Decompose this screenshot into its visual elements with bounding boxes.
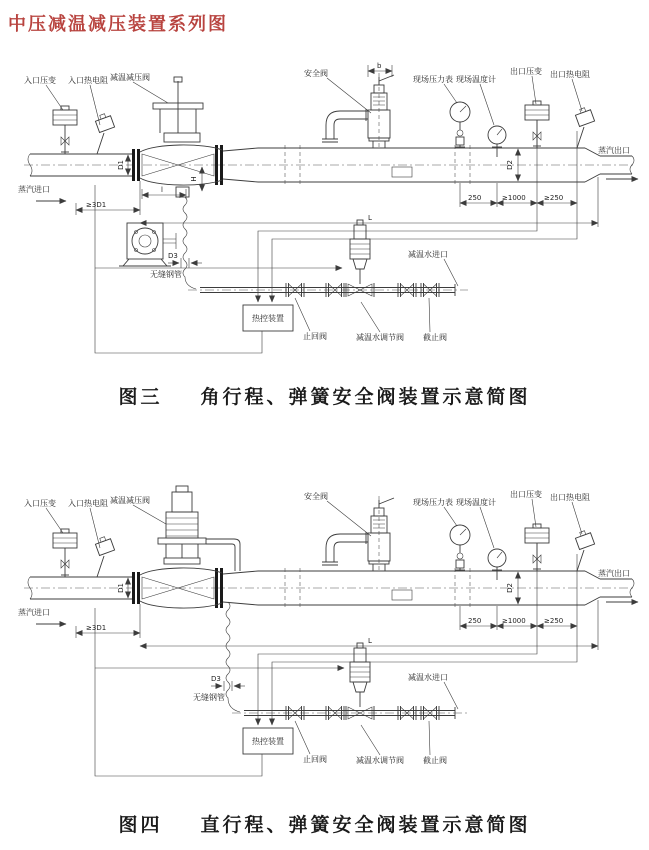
inlet-pressure-label: 入口压变 bbox=[24, 499, 56, 508]
steam-outlet-label: 蒸汽出口 bbox=[598, 569, 630, 578]
outlet-pressure-label: 出口压变 bbox=[510, 490, 542, 499]
water-inlet-label: 减温水进口 bbox=[408, 673, 448, 682]
dim-ge3d1: ≥3D1 bbox=[86, 624, 107, 632]
figure3-caption bbox=[0, 382, 649, 409]
figure4-title: 直行程、弹簧安全阀装置示意简图 bbox=[200, 815, 531, 836]
stop-valve-symbol bbox=[421, 283, 439, 297]
check-valve-symbol bbox=[286, 283, 304, 297]
check-valve-symbol bbox=[286, 706, 304, 720]
inlet-rtd bbox=[94, 112, 115, 154]
dim-d3: D3 bbox=[211, 675, 221, 683]
thermal-control-unit bbox=[243, 305, 293, 331]
steam-pipe bbox=[24, 568, 636, 608]
figure3-title: 角行程、弹簧安全阀装置示意简图 bbox=[200, 387, 531, 408]
seamless-pipe-label: 无缝钢管 bbox=[150, 270, 182, 279]
inlet-pressure-label: 入口压变 bbox=[24, 76, 56, 85]
figure3-number: 图三 bbox=[118, 387, 163, 408]
component-labels bbox=[18, 489, 630, 765]
dim-b: b bbox=[377, 62, 382, 70]
reducing-valve-label: 减温减压阀 bbox=[110, 73, 150, 82]
thermometer-label: 现场温度计 bbox=[456, 75, 496, 84]
dim-ge3d1: ≥3D1 bbox=[86, 201, 107, 209]
outlet-rtd-label: 出口热电阻 bbox=[550, 493, 590, 502]
safety-valve-label: 安全阀 bbox=[304, 492, 328, 501]
dimension-lines bbox=[76, 572, 598, 691]
dim-ge1000: ≥1000 bbox=[502, 194, 526, 202]
component-labels bbox=[18, 66, 630, 342]
regulating-valve-label: 减温水调节阀 bbox=[356, 756, 404, 765]
inlet-pressure-transmitter bbox=[53, 106, 77, 154]
leader-lines bbox=[46, 76, 582, 332]
steam-outlet-label: 蒸汽出口 bbox=[598, 146, 630, 155]
steam-pipe bbox=[24, 145, 636, 185]
flange-pair-symbol bbox=[326, 706, 344, 720]
water-inlet-label: 减温水进口 bbox=[408, 250, 448, 259]
safety-valve-assembly bbox=[322, 496, 394, 571]
signal-wiring bbox=[95, 544, 577, 776]
field-pressure-gauge bbox=[450, 525, 470, 571]
safety-valve-label: 安全阀 bbox=[304, 69, 328, 78]
stop-valve-label: 截止阀 bbox=[423, 756, 447, 765]
steam-inlet-label: 蒸汽进口 bbox=[18, 608, 50, 617]
dim-d3: D3 bbox=[168, 252, 178, 260]
pressure-gauge-label: 现场压力表 bbox=[413, 498, 453, 507]
dim-ge1000: ≥1000 bbox=[502, 617, 526, 625]
leader-lines bbox=[46, 499, 582, 755]
stop-valve-symbol bbox=[421, 706, 439, 720]
inlet-pressure-transmitter bbox=[53, 529, 77, 577]
seamless-pipe-label: 无缝钢管 bbox=[193, 693, 225, 702]
dim-d1: D1 bbox=[117, 583, 125, 593]
dim-d1: D1 bbox=[117, 160, 125, 170]
safety-valve-assembly bbox=[322, 73, 394, 148]
pressure-gauge-label: 现场压力表 bbox=[413, 75, 453, 84]
reducing-valve bbox=[140, 486, 240, 608]
thermometer-label: 现场温度计 bbox=[456, 498, 496, 507]
field-thermometer bbox=[488, 126, 506, 157]
stop-valve-label: 截止阀 bbox=[423, 333, 447, 342]
actuator-side-pipe bbox=[206, 539, 240, 571]
inlet-rtd-label: 入口热电阻 bbox=[68, 499, 108, 508]
reducing-valve bbox=[140, 77, 222, 197]
field-pressure-gauge bbox=[450, 102, 470, 148]
thermal-control-label: 热控装置 bbox=[252, 737, 284, 746]
dim-ge250: ≥250 bbox=[544, 617, 564, 625]
flange-pair-symbol bbox=[326, 283, 344, 297]
figure4-number: 图四 bbox=[118, 815, 163, 836]
dim-250: 250 bbox=[468, 194, 482, 202]
dim-h: H bbox=[190, 176, 198, 182]
check-valve-label: 止回阀 bbox=[303, 755, 327, 764]
regulating-valve-label: 减温水调节阀 bbox=[356, 333, 404, 342]
check-valve-label: 止回阀 bbox=[303, 332, 327, 341]
dim-250: 250 bbox=[468, 617, 482, 625]
dim-length: L bbox=[368, 637, 372, 645]
water-line bbox=[188, 283, 468, 297]
reducing-valve-label: 减温减压阀 bbox=[110, 496, 150, 505]
steam-inlet-label: 蒸汽进口 bbox=[18, 185, 50, 194]
isolating-valve-symbol bbox=[398, 283, 416, 297]
dim-ge250: ≥250 bbox=[544, 194, 564, 202]
outlet-rtd-label: 出口热电阻 bbox=[550, 70, 590, 79]
dim-l: l bbox=[161, 186, 163, 194]
signal-wiring bbox=[95, 121, 577, 353]
dim-d2: D2 bbox=[506, 583, 514, 593]
water-regulating-valve bbox=[346, 220, 374, 297]
thermal-control-unit bbox=[243, 728, 293, 754]
inlet-rtd bbox=[94, 535, 115, 577]
dim-length: L bbox=[368, 214, 372, 222]
inlet-rtd-label: 入口热电阻 bbox=[68, 76, 108, 85]
dim-d2: D2 bbox=[506, 160, 514, 170]
seamless-pipe-riser bbox=[226, 602, 240, 712]
figure4-caption bbox=[0, 810, 649, 837]
water-regulating-valve bbox=[346, 643, 374, 720]
figure4-diagram bbox=[0, 478, 649, 780]
page-title: 中压减温减压装置系列图 bbox=[8, 14, 228, 34]
field-thermometer bbox=[488, 549, 506, 580]
figure3-diagram bbox=[0, 55, 649, 357]
outlet-pressure-label: 出口压变 bbox=[510, 67, 542, 76]
thermal-control-label: 热控装置 bbox=[252, 314, 284, 323]
isolating-valve-symbol bbox=[398, 706, 416, 720]
seamless-pipe-riser bbox=[183, 197, 196, 289]
